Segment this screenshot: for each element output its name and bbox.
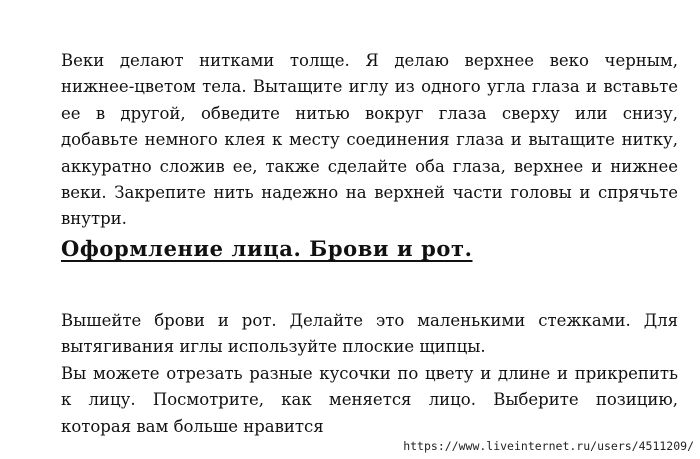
paragraph-line: добавьте немного клея к месту соединения глаза и вытащите нитку,	[61, 130, 678, 150]
paragraph-line: Вышейте брови и рот. Делайте это маленькими стежками. Для	[61, 311, 678, 330]
paragraph-face	[61, 308, 678, 440]
paragraph-line: Вы можете отрезать разные кусочки по цвету и длине и прикрепить	[61, 363, 678, 383]
paragraph-line: внутри.	[61, 209, 127, 229]
paragraph-eyes	[61, 48, 678, 233]
paragraph-eyes-text	[61, 48, 678, 233]
paragraph-line: которая вам больше нравится	[61, 416, 324, 436]
source-watermark: https://www.liveinternet.ru/users/4511209/	[403, 439, 694, 453]
paragraph-line: веки. Закрепите нить надежно на верхней части головы и спрячьте	[61, 183, 678, 203]
paragraph-line: аккуратно сложив ее, также сделайте оба глаза, верхнее и нижнее	[61, 156, 678, 176]
section-heading: Оформление лица. Брови и рот.	[61, 236, 473, 261]
paragraph-line: вытягивания иглы используйте плоские щипцы.	[61, 337, 486, 357]
paragraph-line: к лицу. Посмотрите, как меняется лицо. Выберите позицию,	[61, 390, 678, 410]
paragraph-face-text	[61, 308, 678, 440]
paragraph-line: нижнее-цветом тела. Вытащите иглу из одного угла глаза и вставьте	[61, 77, 678, 97]
paragraph-line: ее в другой, обведите нитью вокруг глаза сверху или снизу,	[61, 103, 678, 123]
paragraph-line: Веки делают нитками толще. Я делаю верхнее веко черным,	[61, 51, 678, 70]
